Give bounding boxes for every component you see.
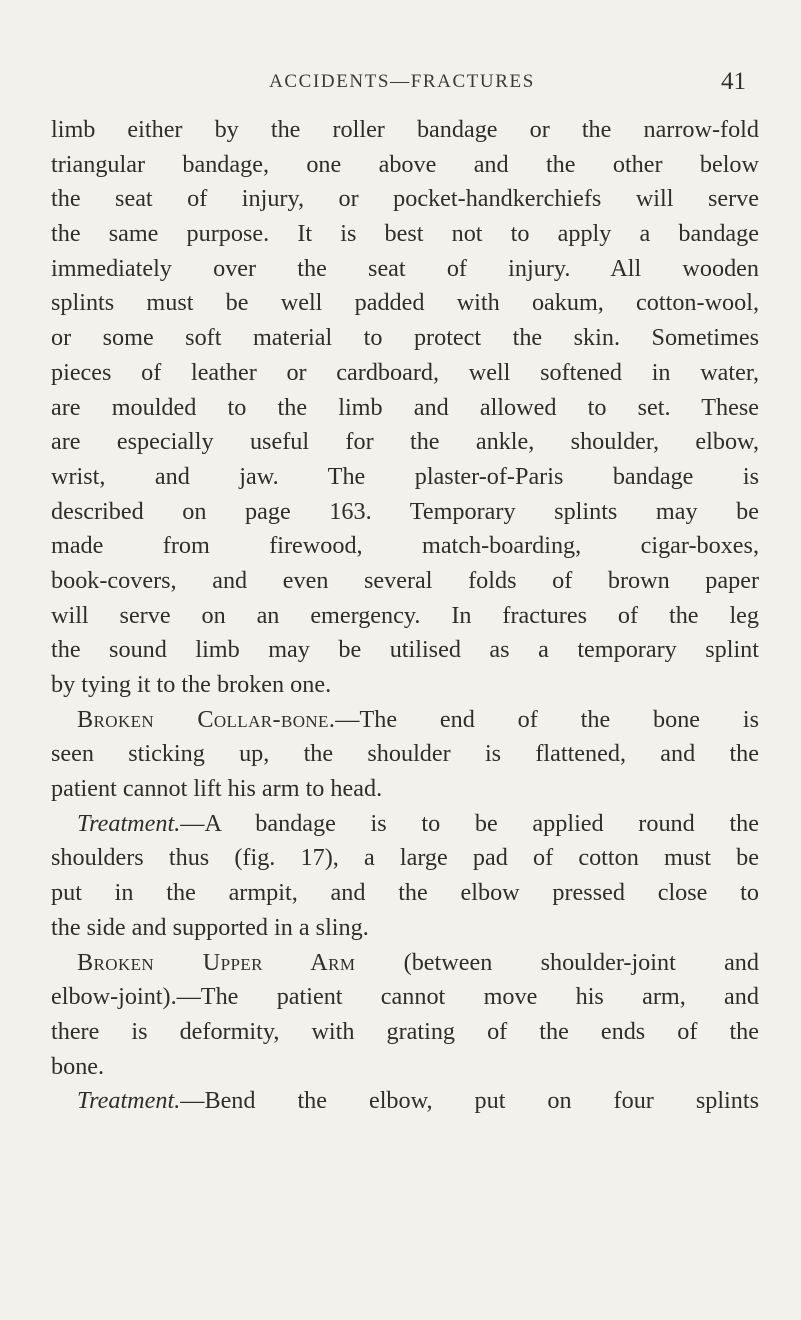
treatment-label: Treatment.: [77, 1087, 181, 1115]
text-line: patient cannot lift his arm to head.: [51, 775, 383, 803]
section-heading: Broken Collar-bone.: [77, 705, 336, 733]
text-line: pieces of leather or cardboard, well softened in water,: [51, 358, 759, 386]
paragraph-broken-collar-bone: [51, 703, 759, 738]
text-line: shoulders thus (fig. 17), a large pad of cotton must be: [51, 844, 759, 872]
paragraph-treatment: [51, 807, 759, 842]
body-text: [51, 113, 759, 1119]
text-line: described on page 163. Temporary splints may be: [51, 497, 759, 525]
section-heading: Broken Upper Arm: [77, 948, 356, 976]
text-line: are moulded to the limb and allowed to set. These: [51, 393, 759, 421]
text-run: —A bandage is to be applied round the: [180, 809, 759, 837]
text-line: there is deformity, with grating of the ends of the: [51, 1017, 759, 1045]
text-line: wrist, and jaw. The plaster-of-Paris bandage is: [51, 462, 759, 490]
text-line: book-covers, and even several folds of brown paper: [51, 566, 759, 594]
running-head: ACCIDENTS—FRACTURES: [269, 71, 535, 92]
page-header: [48, 68, 756, 101]
text-line: triangular bandage, one above and the other below: [51, 150, 759, 178]
text-line: the sound limb may be utilised as a temporary splint: [51, 636, 759, 664]
text-line: put in the armpit, and the elbow pressed close to: [51, 879, 759, 907]
text-run: —Bend the elbow, put on four splints: [180, 1087, 759, 1115]
text-line: made from firewood, match-boarding, cigar-boxes,: [51, 532, 759, 560]
text-line: by tying it to the broken one.: [51, 671, 332, 698]
text-line: the side and supported in a sling.: [51, 913, 369, 941]
text-line: will serve on an emergency. In fractures of the leg: [51, 601, 759, 629]
text-line: bone.: [51, 1052, 105, 1080]
text-line: are especially useful for the ankle, shoulder, elbow,: [51, 428, 759, 456]
paragraph-treatment: [51, 1084, 759, 1119]
treatment-label: Treatment.: [77, 809, 181, 837]
text-line: the seat of injury, or pocket-handkerchiefs will serve: [51, 185, 759, 213]
text-line: seen sticking up, the shoulder is flattened, and the: [51, 740, 759, 768]
text-line: the same purpose. It is best not to apply a bandage: [51, 220, 759, 248]
text-line: or some soft material to protect the skin. Sometimes: [51, 324, 759, 352]
text-line: limb either by the roller bandage or the narrow-fold: [51, 116, 759, 143]
text-line: splints must be well padded with oakum, cotton-wool,: [51, 289, 759, 317]
text-run: (between shoulder-joint and: [355, 948, 759, 976]
paragraph-broken-upper-arm: [51, 946, 759, 981]
text-line: immediately over the seat of injury. All wooden: [51, 254, 759, 282]
text-line: elbow-joint).—The patient cannot move his arm, and: [51, 983, 759, 1011]
text-run: —The end of the bone is: [335, 705, 759, 733]
page-number: 41: [721, 68, 746, 95]
